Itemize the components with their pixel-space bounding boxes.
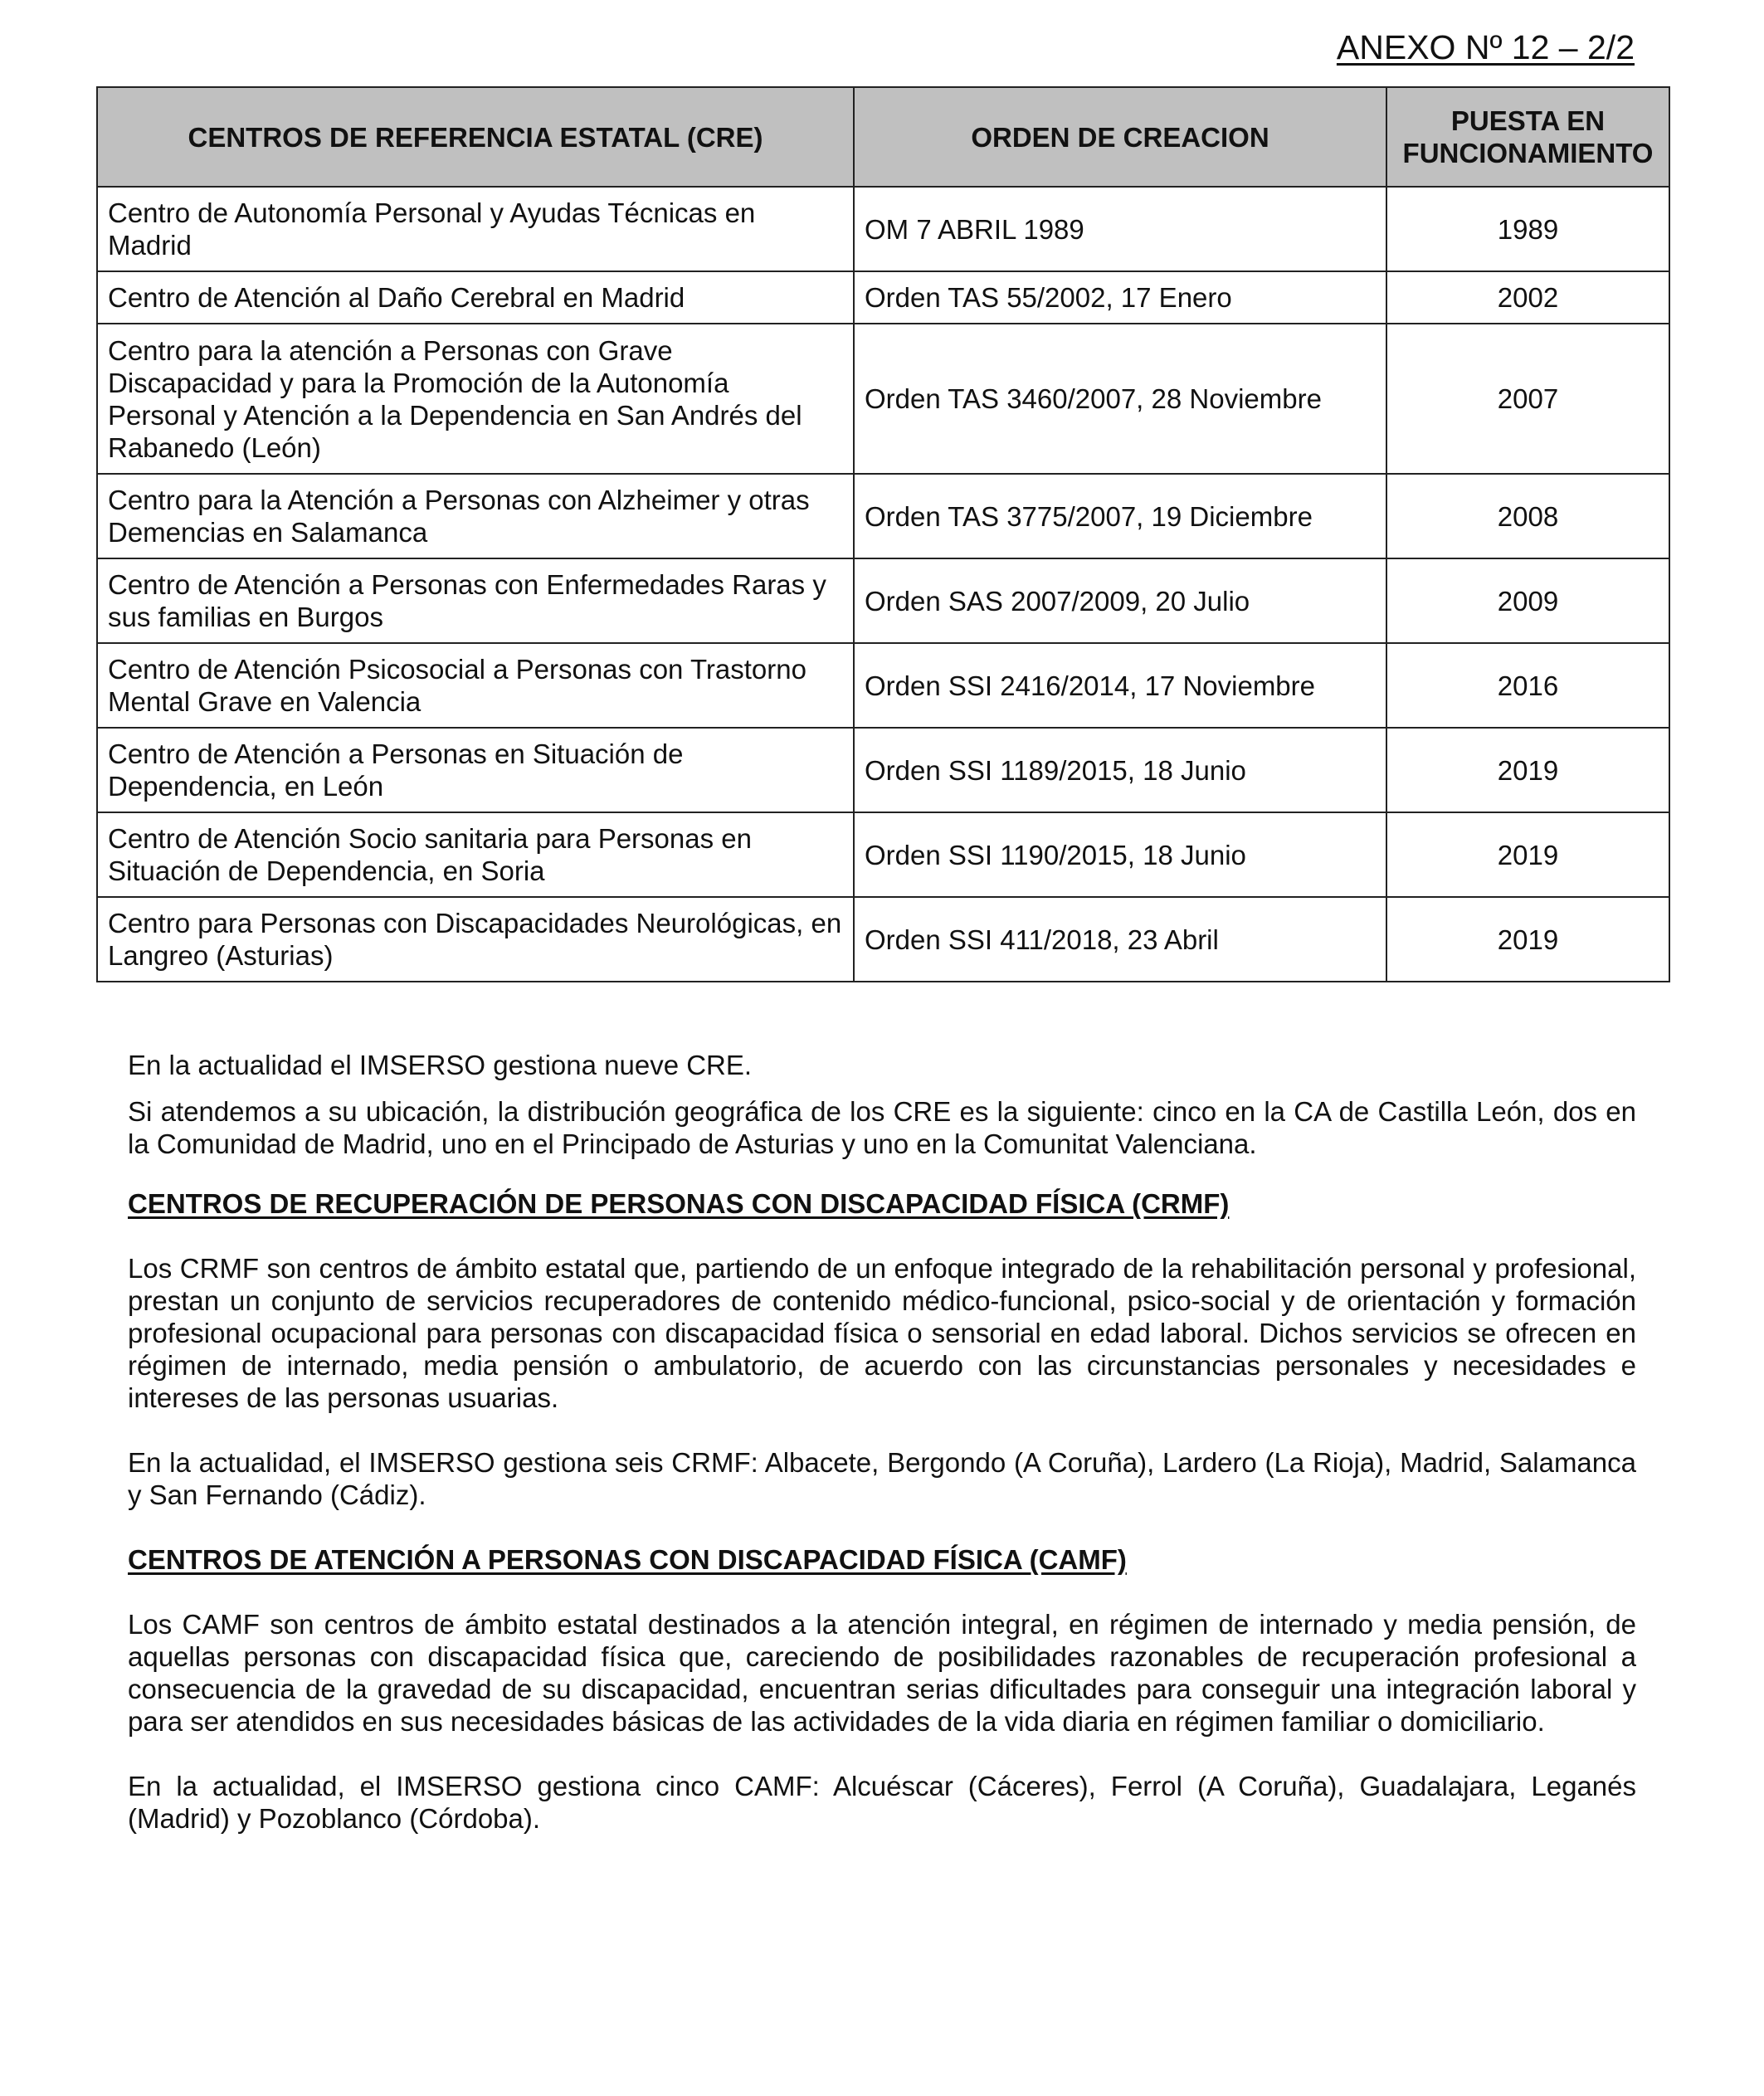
cell-puesta: 2008	[1386, 474, 1669, 558]
body-text	[128, 1049, 1636, 1835]
annex-label: ANEXO Nº 12 – 2/2	[1336, 28, 1635, 66]
header-centros: CENTROS DE REFERENCIA ESTATAL (CRE)	[97, 87, 854, 187]
cell-centro: Centro de Atención a Personas con Enfermedades Raras y sus familias en Burgos	[97, 558, 854, 643]
cell-orden: Orden SAS 2007/2009, 20 Julio	[854, 558, 1386, 643]
cell-puesta: 2002	[1386, 271, 1669, 324]
table-row	[97, 324, 1669, 474]
paragraph-distribucion: Si atendemos a su ubicación, la distribución geográfica de los CRE es la siguiente: cinco en la CA de Castilla León, dos en la Comunidad de Madrid, uno en el Principado de Asturias y uno en la Comunitat Valenciana.	[128, 1096, 1636, 1159]
header-orden: ORDEN DE CREACION	[854, 87, 1386, 187]
cell-puesta: 2019	[1386, 728, 1669, 812]
table-row	[97, 558, 1669, 643]
heading-camf: CENTROS DE ATENCIÓN A PERSONAS CON DISCAPACIDAD FÍSICA (CAMF)	[128, 1544, 1127, 1575]
paragraph-camf-definicion: Los CAMF son centros de ámbito estatal destinados a la atención integral, en régimen de internado y media pensión, de aquellas personas con discapacidad física que, careciendo de posibilidades razonables de recuperación profesional a consecuencia de la gravedad de su discapacidad, encuentran serias dificultades para conseguir una integración laboral y para ser atendidos en sus necesidades básicas de las actividades de la vida diaria en régimen familiar o domiciliario.	[128, 1609, 1636, 1737]
paragraph-camf-centros: En la actualidad, el IMSERSO gestiona cinco CAMF: Alcuéscar (Cáceres), Ferrol (A Coruña), Guadalajara, Leganés (Madrid) y Pozoblanco (Córdoba).	[128, 1771, 1636, 1834]
table-header-row	[97, 87, 1669, 187]
heading-crmf: CENTROS DE RECUPERACIÓN DE PERSONAS CON DISCAPACIDAD FÍSICA (CRMF)	[128, 1188, 1230, 1219]
cre-table	[96, 86, 1670, 982]
table-row	[97, 271, 1669, 324]
table-row	[97, 897, 1669, 982]
cell-centro: Centro para la Atención a Personas con Alzheimer y otras Demencias en Salamanca	[97, 474, 854, 558]
cell-centro: Centro de Atención Socio sanitaria para Personas en Situación de Dependencia, en Soria	[97, 812, 854, 897]
cell-puesta: 2009	[1386, 558, 1669, 643]
cell-orden: Orden TAS 3775/2007, 19 Diciembre	[854, 474, 1386, 558]
cell-orden: OM 7 ABRIL 1989	[854, 187, 1386, 271]
header-puesta: PUESTA EN FUNCIONAMIENTO	[1386, 87, 1669, 187]
cell-puesta: 2019	[1386, 812, 1669, 897]
cell-puesta: 2007	[1386, 324, 1669, 474]
paragraph-crmf-centros: En la actualidad, el IMSERSO gestiona seis CRMF: Albacete, Bergondo (A Coruña), Lardero (La Rioja), Madrid, Salamanca y San Fernando (Cádiz).	[128, 1447, 1636, 1510]
cell-centro: Centro para Personas con Discapacidades Neurológicas, en Langreo (Asturias)	[97, 897, 854, 982]
cell-puesta: 2019	[1386, 897, 1669, 982]
cell-centro: Centro de Atención al Daño Cerebral en Madrid	[97, 271, 854, 324]
table-row	[97, 187, 1669, 271]
paragraph-nueve-cre: En la actualidad el IMSERSO gestiona nueve CRE.	[128, 1050, 753, 1080]
cell-centro: Centro de Atención a Personas en Situación de Dependencia, en León	[97, 728, 854, 812]
cell-centro: Centro de Autonomía Personal y Ayudas Técnicas en Madrid	[97, 187, 854, 271]
cell-centro: Centro para la atención a Personas con Grave Discapacidad y para la Promoción de la Autonomía Personal y Atención a la Dependencia en San Andrés del Rabanedo (León)	[97, 324, 854, 474]
cell-orden: Orden TAS 55/2002, 17 Enero	[854, 271, 1386, 324]
paragraph-crmf-definicion: Los CRMF son centros de ámbito estatal que, partiendo de un enfoque integrado de la rehabilitación personal y profesional, prestan un conjunto de servicios recuperadores de contenido médico-funcional, psico-social y de orientación y formación profesional ocupacional para personas con discapacidad física o sensorial en edad laboral. Dichos servicios se ofrecen en régimen de internado, media pensión o ambulatorio, de acuerdo con las circunstancias personales y necesidades e intereses de las personas usuarias.	[128, 1253, 1636, 1413]
table-row	[97, 643, 1669, 728]
cell-orden: Orden TAS 3460/2007, 28 Noviembre	[854, 324, 1386, 474]
cell-puesta: 1989	[1386, 187, 1669, 271]
table-row	[97, 728, 1669, 812]
cell-centro: Centro de Atención Psicosocial a Personas con Trastorno Mental Grave en Valencia	[97, 643, 854, 728]
cell-orden: Orden SSI 1190/2015, 18 Junio	[854, 812, 1386, 897]
cell-puesta: 2016	[1386, 643, 1669, 728]
cell-orden: Orden SSI 2416/2014, 17 Noviembre	[854, 643, 1386, 728]
table-row	[97, 474, 1669, 558]
table-row	[97, 812, 1669, 897]
cell-orden: Orden SSI 1189/2015, 18 Junio	[854, 728, 1386, 812]
cell-orden: Orden SSI 411/2018, 23 Abril	[854, 897, 1386, 982]
